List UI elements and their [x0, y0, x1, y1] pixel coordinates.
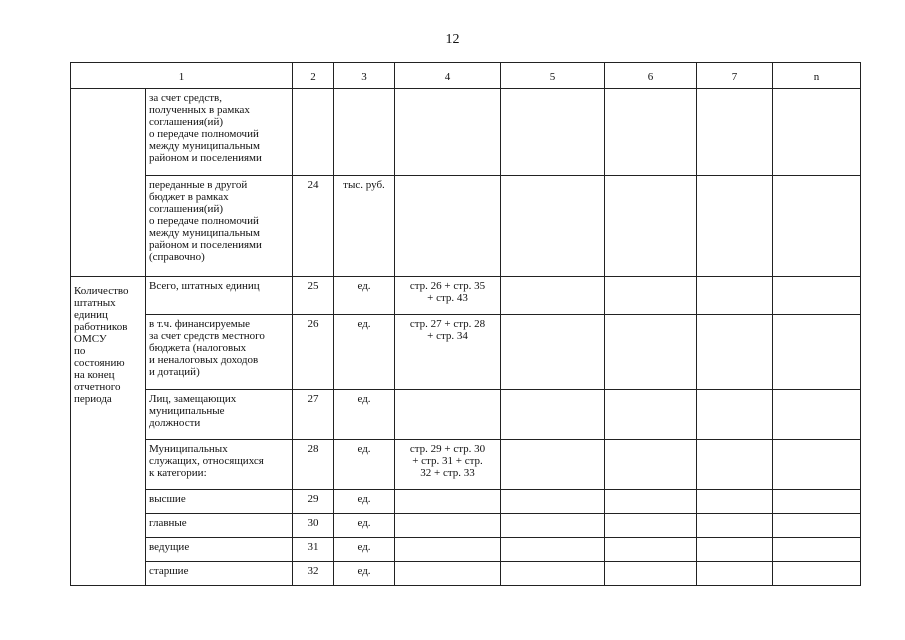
row-formula: стр. 26 + стр. 35 + стр. 43 [395, 277, 501, 315]
row-name: переданные в другой бюджет в рамках соглашения(ий) о передаче полномочий между муниципальным районом и поселениями (справочно) [146, 176, 293, 277]
data-cell [501, 390, 605, 440]
row-line-number [293, 89, 334, 176]
data-cell [501, 538, 605, 562]
data-cell [773, 562, 861, 586]
row-unit: ед. [334, 277, 395, 315]
column-header-5: 5 [501, 63, 605, 89]
data-cell [605, 490, 697, 514]
row-line-number: 26 [293, 315, 334, 390]
row-formula [395, 89, 501, 176]
report-table [70, 62, 861, 586]
data-cell [501, 490, 605, 514]
row-name: ведущие [146, 538, 293, 562]
row-name: главные [146, 514, 293, 538]
row-name: в т.ч. финансируемые за счет средств местного бюджета (налоговых и неналоговых доходов и дотаций) [146, 315, 293, 390]
data-cell [773, 538, 861, 562]
data-cell [697, 562, 773, 586]
row-unit: ед. [334, 390, 395, 440]
data-cell [773, 176, 861, 277]
data-cell [501, 514, 605, 538]
row-line-number: 30 [293, 514, 334, 538]
data-cell [605, 176, 697, 277]
row-line-number: 25 [293, 277, 334, 315]
row-unit: ед. [334, 315, 395, 390]
table-row [71, 89, 861, 176]
row-formula [395, 490, 501, 514]
data-cell [605, 562, 697, 586]
table-row [71, 562, 861, 586]
data-cell [697, 315, 773, 390]
table-row [71, 514, 861, 538]
group-cell-empty [71, 89, 146, 277]
column-header-2: 2 [293, 63, 334, 89]
data-cell [697, 514, 773, 538]
table-row [71, 490, 861, 514]
row-unit: ед. [334, 514, 395, 538]
row-unit: ед. [334, 490, 395, 514]
data-cell [605, 89, 697, 176]
data-cell [773, 440, 861, 490]
column-header-7: 7 [697, 63, 773, 89]
row-formula: стр. 29 + стр. 30 + стр. 31 + стр. 32 + стр. 33 [395, 440, 501, 490]
row-unit: ед. [334, 538, 395, 562]
data-cell [501, 315, 605, 390]
data-cell [697, 538, 773, 562]
data-cell [697, 89, 773, 176]
data-cell [773, 89, 861, 176]
data-cell [501, 176, 605, 277]
row-unit: тыс. руб. [334, 176, 395, 277]
row-line-number: 31 [293, 538, 334, 562]
row-name: за счет средств, полученных в рамках соглашения(ий) о передаче полномочий между муниципальным районом и поселениями [146, 89, 293, 176]
column-header-1: 1 [71, 63, 293, 89]
data-cell [697, 277, 773, 315]
table-row [71, 390, 861, 440]
row-line-number: 32 [293, 562, 334, 586]
data-cell [501, 277, 605, 315]
data-cell [501, 89, 605, 176]
data-cell [501, 440, 605, 490]
data-cell [605, 277, 697, 315]
data-cell [605, 390, 697, 440]
data-cell [697, 490, 773, 514]
data-cell [773, 490, 861, 514]
table-row [71, 315, 861, 390]
data-cell [501, 562, 605, 586]
data-cell [605, 538, 697, 562]
data-cell [773, 277, 861, 315]
row-line-number: 27 [293, 390, 334, 440]
data-cell [773, 514, 861, 538]
table-row [71, 440, 861, 490]
row-name: старшие [146, 562, 293, 586]
data-cell [697, 390, 773, 440]
page-number: 12 [445, 32, 460, 47]
row-unit: ед. [334, 562, 395, 586]
table-row [71, 277, 861, 315]
row-line-number: 29 [293, 490, 334, 514]
row-formula [395, 176, 501, 277]
column-header-n: n [773, 63, 861, 89]
row-formula [395, 538, 501, 562]
row-formula [395, 514, 501, 538]
column-header-4: 4 [395, 63, 501, 89]
row-formula [395, 562, 501, 586]
header-row [71, 63, 861, 89]
data-cell [697, 440, 773, 490]
data-cell [773, 390, 861, 440]
data-cell [697, 176, 773, 277]
row-formula: стр. 27 + стр. 28 + стр. 34 [395, 315, 501, 390]
table-row [71, 538, 861, 562]
row-unit [334, 89, 395, 176]
row-formula [395, 390, 501, 440]
data-cell [605, 514, 697, 538]
group-label: Количество штатных единиц работников ОМСУ по состоянию на конец отчетного периода [71, 277, 146, 586]
column-header-6: 6 [605, 63, 697, 89]
table-row [71, 176, 861, 277]
row-name: Лиц, замещающих муниципальные должности [146, 390, 293, 440]
row-name: Всего, штатных единиц [146, 277, 293, 315]
column-header-3: 3 [334, 63, 395, 89]
row-line-number: 24 [293, 176, 334, 277]
row-name: высшие [146, 490, 293, 514]
row-line-number: 28 [293, 440, 334, 490]
row-name: Муниципальных служащих, относящихся к категории: [146, 440, 293, 490]
data-cell [773, 315, 861, 390]
data-cell [605, 315, 697, 390]
row-unit: ед. [334, 440, 395, 490]
data-cell [605, 440, 697, 490]
